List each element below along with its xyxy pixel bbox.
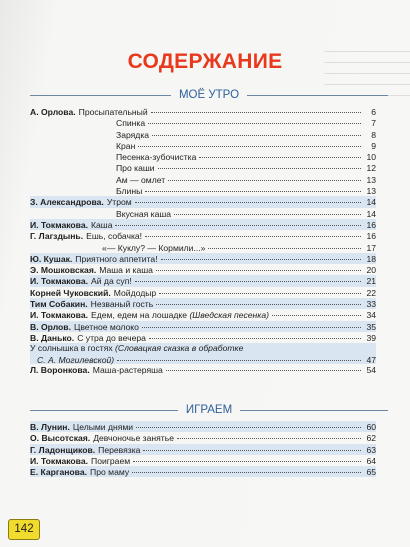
entry-page-number: 33 xyxy=(366,299,376,310)
dot-leader xyxy=(161,251,361,260)
entry-author: Г. Лагздынь. xyxy=(30,231,84,242)
dot-leader xyxy=(133,453,361,462)
dot-leader xyxy=(158,160,361,169)
entry-author: Корней Чуковский. xyxy=(30,287,111,298)
entry-author: А. Орлова. xyxy=(30,107,76,117)
dot-leader xyxy=(143,442,361,451)
entry-page-number: 63 xyxy=(366,444,376,455)
entry-title: Спинка xyxy=(116,118,146,129)
entry-author: З. Александрова. xyxy=(30,197,104,208)
entry-title: С утра до вечера xyxy=(77,332,146,343)
entry-page-number: 20 xyxy=(366,265,376,276)
dot-leader xyxy=(152,127,361,136)
entry-title-italic: (Шведская песенка) xyxy=(189,310,269,321)
section-header-play xyxy=(30,403,388,417)
entry-title: Про маму xyxy=(90,467,130,478)
section-header-my-morning xyxy=(30,88,388,102)
entry-title: Песенка-зубочистка xyxy=(116,152,197,163)
entry-page-number: 7 xyxy=(371,118,376,129)
entry-page-number: 39 xyxy=(366,332,376,343)
entry-author: Тим Собакин. xyxy=(30,299,88,310)
entry-page-number: 9 xyxy=(371,140,376,151)
toc-section-my-morning xyxy=(30,106,376,375)
entry-title: Ам — омлет xyxy=(116,174,166,185)
entry-author: И. Токмакова. xyxy=(30,310,89,321)
page-number-badge: 142 xyxy=(8,519,40,540)
dot-leader xyxy=(136,419,361,428)
entry-page-number: 60 xyxy=(366,422,376,432)
entry-title: Перевязка xyxy=(98,444,141,455)
entry-page-number: 47 xyxy=(366,354,376,365)
entry-page-number: 16 xyxy=(366,231,376,242)
dot-leader xyxy=(156,296,361,305)
entry-title: Цветное молоко xyxy=(73,321,139,332)
entry-page-number: 14 xyxy=(366,208,376,219)
page-title: СОДЕРЖАНИЕ xyxy=(127,50,283,73)
entry-page-number: 12 xyxy=(366,163,376,174)
dot-leader xyxy=(156,262,361,271)
entry-title: Незваный гость xyxy=(90,299,154,310)
entry-page-number: 8 xyxy=(371,129,376,140)
entry-title: Девчоночье занятье xyxy=(93,433,174,444)
entry-title: Ай да суп! xyxy=(91,276,132,287)
entry-page-number: 21 xyxy=(366,276,376,287)
toc-entry xyxy=(30,332,376,343)
toc-entry xyxy=(30,466,376,477)
entry-title: Просыпательный xyxy=(78,107,148,117)
toc-entry xyxy=(30,364,376,375)
dot-leader xyxy=(142,319,361,328)
dot-leader xyxy=(145,228,361,237)
entry-title: Маша-растеряша xyxy=(92,365,163,376)
entry-title: Про каши xyxy=(116,163,155,174)
dot-leader xyxy=(145,183,361,192)
entry-page-number: 64 xyxy=(366,455,376,466)
entry-title: У солнышка в гостях (Словацкая сказка в обработке xyxy=(30,343,244,354)
entry-author: Е. Карганова. xyxy=(30,467,88,478)
dot-leader xyxy=(135,273,361,282)
entry-page-number: 22 xyxy=(366,287,376,298)
entry-title: Целыми днями xyxy=(72,422,134,432)
dot-leader xyxy=(149,330,361,339)
dot-leader xyxy=(138,138,361,147)
entry-author: И. Токмакова. xyxy=(30,455,89,466)
dot-leader xyxy=(199,149,361,158)
dot-leader xyxy=(115,217,361,226)
dot-leader xyxy=(168,172,361,181)
entry-page-number: 17 xyxy=(366,242,376,253)
entry-title: Кран xyxy=(116,140,136,151)
entry-page-number: 13 xyxy=(366,174,376,185)
entry-title-italic: (Словацкая сказка в обработке xyxy=(115,343,244,354)
entry-title: Приятного аппетита! xyxy=(75,253,158,264)
entry-author: В. Данько. xyxy=(30,332,75,343)
dot-leader xyxy=(174,206,361,215)
entry-page-number: 6 xyxy=(371,107,376,117)
dot-leader xyxy=(177,430,361,439)
section-rule-right xyxy=(240,410,388,411)
dot-leader xyxy=(272,307,361,316)
dot-leader xyxy=(132,464,361,473)
section-rule-left xyxy=(30,95,171,96)
entry-author: Ю. Кушак. xyxy=(30,253,73,264)
dot-leader xyxy=(159,285,361,294)
dot-leader xyxy=(208,240,361,249)
entry-title: Поиграем xyxy=(91,455,131,466)
entry-author: В. Орлов. xyxy=(30,321,71,332)
dot-leader xyxy=(166,362,361,371)
entry-title: Едем, едем на лошадке (Шведская песенка) xyxy=(91,310,269,321)
dot-leader xyxy=(135,194,361,203)
entry-title-italic: С. А. Могилевской) xyxy=(37,354,115,365)
entry-page-number: 35 xyxy=(366,321,376,332)
section-label: ИГРАЕМ xyxy=(185,404,233,416)
entry-title: «— Куклу? — Кормили...» xyxy=(102,242,206,253)
entry-title: Блины xyxy=(116,186,143,197)
entry-page-number: 65 xyxy=(366,467,376,478)
entry-page-number: 18 xyxy=(366,253,376,264)
toc-section-play xyxy=(30,421,376,477)
section-rule-left xyxy=(30,410,178,411)
entry-author: Г. Ладонщиков. xyxy=(30,444,96,455)
entry-page-number: 34 xyxy=(366,310,376,321)
entry-title: Зарядка xyxy=(116,129,150,140)
entry-page-number: 62 xyxy=(366,433,376,444)
entry-page-number: 54 xyxy=(366,365,376,376)
entry-title: Мойдодыр xyxy=(113,287,157,298)
entry-page-number: 14 xyxy=(366,197,376,208)
entry-author: И. Токмакова. xyxy=(30,276,89,287)
entry-title: Ешь, собачка! xyxy=(86,231,143,242)
entry-title: Каша xyxy=(91,219,113,230)
entry-author: И. Токмакова. xyxy=(30,219,89,230)
dot-leader xyxy=(117,352,361,361)
dot-leader xyxy=(151,104,361,113)
entry-page-number: 10 xyxy=(366,152,376,163)
entry-author: О. Высотская. xyxy=(30,433,91,444)
entry-author: В. Лунин. xyxy=(30,422,70,432)
entry-title: Утром xyxy=(106,197,132,208)
section-label: МОЁ УТРО xyxy=(178,89,240,101)
entry-page-number: 13 xyxy=(366,186,376,197)
section-rule-right xyxy=(247,95,388,96)
entry-author: Л. Воронкова. xyxy=(30,365,90,376)
entry-title: Маша и каша xyxy=(99,265,153,276)
entry-title: Вкусная каша xyxy=(116,208,172,219)
entry-author: Э. Мошковская. xyxy=(30,265,97,276)
dot-leader xyxy=(148,115,361,124)
entry-page-number: 16 xyxy=(366,219,376,230)
